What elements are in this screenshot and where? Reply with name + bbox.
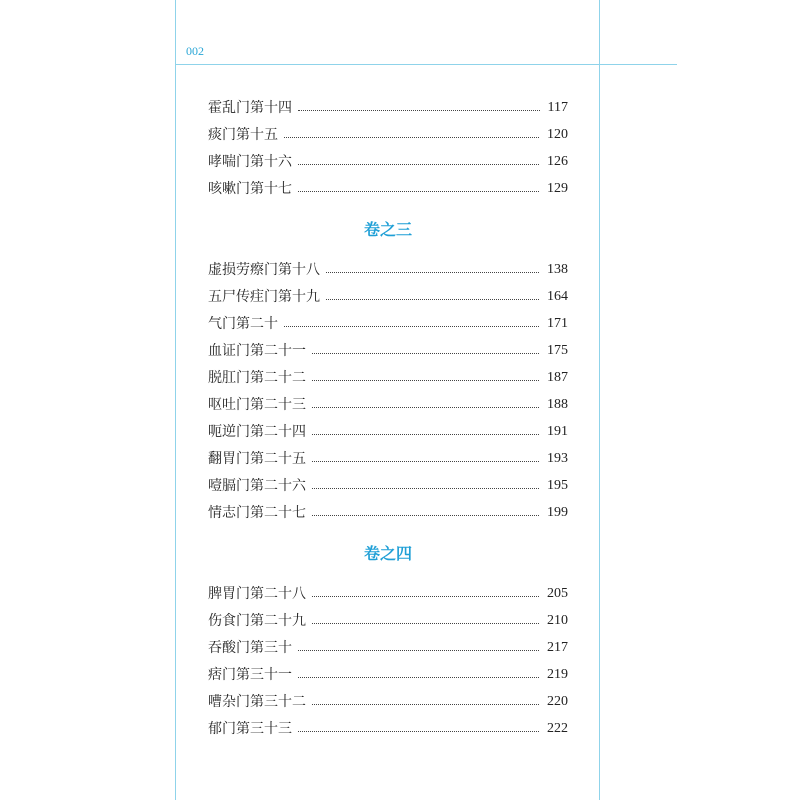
dot-leader (298, 731, 539, 732)
dot-leader (284, 326, 539, 327)
dot-leader (298, 191, 539, 192)
toc-entry-page: 164 (547, 289, 568, 304)
dot-leader (312, 623, 539, 624)
toc-entry[interactable] (208, 306, 568, 333)
toc-entry-title: 郁门第三十三 (208, 721, 292, 737)
toc-entry-page: 129 (547, 181, 568, 196)
dot-leader (298, 110, 540, 111)
toc-entry-title: 脾胃门第二十八 (208, 586, 306, 602)
right-margin-rule (599, 0, 600, 800)
dot-leader (312, 380, 539, 381)
toc-entry-page: 120 (547, 127, 568, 142)
dot-leader (326, 272, 539, 273)
toc-entry-page: 222 (547, 721, 568, 736)
toc-entry-page: 210 (547, 613, 568, 628)
dot-leader (312, 407, 539, 408)
toc-entry-title: 呕吐门第二十三 (208, 397, 306, 413)
toc-entry-page: 117 (547, 100, 568, 115)
dot-leader (298, 164, 539, 165)
dot-leader (326, 299, 539, 300)
dot-leader (312, 434, 539, 435)
toc-entry-title: 吞酸门第三十 (208, 640, 292, 656)
toc-entry[interactable] (208, 252, 568, 279)
toc-entry[interactable] (208, 333, 568, 360)
toc-entry[interactable] (208, 414, 568, 441)
toc-entry-page: 193 (547, 451, 568, 466)
toc-entry-page: 171 (547, 316, 568, 331)
toc-entry[interactable] (208, 657, 568, 684)
toc-entry[interactable] (208, 279, 568, 306)
dot-leader (284, 137, 539, 138)
toc-entry[interactable] (208, 117, 568, 144)
toc-entry-title: 呃逆门第二十四 (208, 424, 306, 440)
toc-entry[interactable] (208, 495, 568, 522)
toc-entry-title: 伤食门第二十九 (208, 613, 306, 629)
toc-entry-page: 195 (547, 478, 568, 493)
toc-entry-title: 气门第二十 (208, 316, 278, 332)
toc-entry[interactable] (208, 90, 568, 117)
dot-leader (312, 488, 539, 489)
toc-entry[interactable] (208, 171, 568, 198)
toc-entry-title: 噎膈门第二十六 (208, 478, 306, 494)
toc-entry-title: 痰门第十五 (208, 127, 278, 143)
toc-entry-title: 痞门第三十一 (208, 667, 292, 683)
dot-leader (312, 704, 539, 705)
toc-entry[interactable] (208, 387, 568, 414)
dot-leader (298, 650, 539, 651)
volume-heading: 卷之四 (363, 544, 412, 563)
toc-entry-page: 191 (547, 424, 568, 439)
dot-leader (298, 677, 539, 678)
toc-entry-title: 嘈杂门第三十二 (208, 694, 306, 710)
volume-heading: 卷之三 (363, 220, 412, 239)
toc-entry-title: 情志门第二十七 (208, 505, 306, 521)
toc-entry-page: 220 (547, 694, 568, 709)
toc-entry-title: 霍乱门第十四 (208, 100, 292, 116)
toc-entry-page: 138 (547, 262, 568, 277)
page-number: 002 (186, 44, 204, 58)
table-of-contents (208, 90, 568, 738)
toc-entry[interactable] (208, 468, 568, 495)
toc-entry-title: 五尸传疰门第十九 (208, 289, 320, 305)
toc-entry[interactable] (208, 360, 568, 387)
dot-leader (312, 353, 539, 354)
toc-entry-title: 翻胃门第二十五 (208, 451, 306, 467)
dot-leader (312, 461, 539, 462)
toc-entry[interactable] (208, 711, 568, 738)
toc-entry[interactable] (208, 144, 568, 171)
toc-entry[interactable] (208, 441, 568, 468)
toc-entry-page: 219 (547, 667, 568, 682)
toc-entry[interactable] (208, 630, 568, 657)
toc-entry[interactable] (208, 576, 568, 603)
toc-entry-page: 187 (547, 370, 568, 385)
toc-entry-page: 199 (547, 505, 568, 520)
toc-entry-title: 哮喘门第十六 (208, 154, 292, 170)
toc-entry-page: 205 (547, 586, 568, 601)
dot-leader (312, 515, 539, 516)
header-rule (175, 64, 677, 65)
toc-entry-title: 虚损劳瘵门第十八 (208, 262, 320, 278)
toc-entry-page: 175 (547, 343, 568, 358)
left-margin-rule (175, 0, 176, 800)
dot-leader (312, 596, 539, 597)
toc-entry-page: 217 (547, 640, 568, 655)
toc-entry[interactable] (208, 603, 568, 630)
toc-entry-title: 咳嗽门第十七 (208, 181, 292, 197)
toc-entry[interactable] (208, 684, 568, 711)
toc-entry-page: 188 (547, 397, 568, 412)
toc-entry-title: 血证门第二十一 (208, 343, 306, 359)
toc-entry-page: 126 (547, 154, 568, 169)
toc-entry-title: 脱肛门第二十二 (208, 370, 306, 386)
